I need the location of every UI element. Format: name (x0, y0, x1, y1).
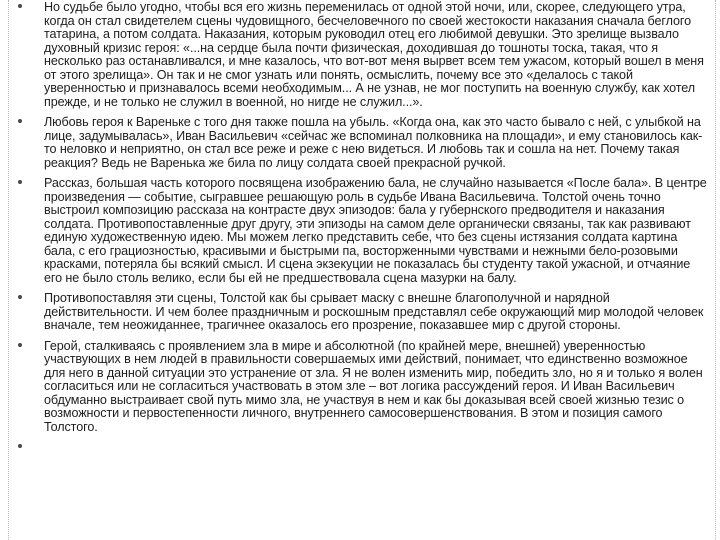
left-dotted-border (8, 0, 9, 540)
bullet-icon (18, 119, 22, 123)
bullet-icon (18, 4, 22, 8)
bullet-paragraph-1 (44, 1, 710, 109)
paragraph-text: Но судьбе было угодно, чтобы вся его жизнь переменилась от одной этой ночи, или, скорее, следующего утра, когда он стал свидетелем сцены чудовищного, бесчеловечного по своей жестокости наказания сначала беглого татарина, а потом солдата. Наказания, которым руководил отец его любимой девушки. Это зрелище вызвало духовный кризис героя: «...на сердце была почти физическая, доходившая до тошноты тоска, такая, что я несколько раз останавливался, и мне казалось, что вот-вот меня вырвет всем тем ужасом, который вошел в меня от этого зрелища». Он так и не смог узнать или понять, осмыслить, почему все это «делалось с такой уверенностью и признавалось всеми необходимым... А не узнав, не мог поступить на военную службу, как хотел прежде, и не только не служил в военной, но нигде не служил...». (44, 0, 704, 109)
bullet-icon (18, 180, 22, 184)
right-dotted-border (715, 0, 716, 540)
paragraph-text: Герой, сталкиваясь с проявлением зла в мире и абсолютной (по крайней мере, внешней) уверенностью участвующих в нем людей в правильности совершаемых ими действий, понимает, что единственно возможное для него в данной ситуации это устранение от зла. Я не волен изменить мир, победить зло, но я и только я волен согласиться или не согласиться участвовать в этом зле – вот логика рассуждений героя. И Иван Васильевич обдуманно выстраивает свой путь мимо зла, не участвуя в нем и как бы доказывая всей своей жизнью тезис о возможности и первостепенности личного, внутреннего самосовершенствования. В этом и позиция самого Толстого. (44, 338, 703, 434)
bullet-empty (44, 441, 710, 454)
bullet-icon (18, 295, 22, 299)
paragraph-text: Любовь героя к Вареньке с того дня также пошла на убыль. «Когда она, как это часто бывало с ней, с улыбкой на лице, задумывалась», Иван Васильевич «сейчас же вспоминал полковника на площади», и ему становилось как-то неловко и неприятно, он стал все реже и реже с нею видеться. И любовь так и сошла на нет. Почему такая реакция? Ведь не Варенька же била по лицу солдата своей прекрасной ручкой. (44, 115, 703, 170)
bullet-icon (18, 343, 22, 347)
bullet-paragraph-3 (44, 177, 710, 285)
paragraph-text: Противопоставляя эти сцены, Толстой как бы срывает маску с внешне благополучной и нарядной действительности. И чем более праздничным и роскошным представлял себе окружающий мир молодой человек вначале, тем неожиданнее, трагичнее оказалось его прозрение, показавшее мир с другой стороны. (44, 291, 704, 332)
bullet-paragraph-5 (44, 340, 710, 435)
bullet-paragraph-2 (44, 116, 710, 170)
paragraph-text: Рассказ, большая часть которого посвящена изображению бала, не случайно называется «После бала». В центре произведения — событие, сыгравшее решающую роль в судьбе Ивана Васильевича. Толстой очень точно выстроил композицию рассказа на контрасте двух эпизодов: бала у губернского предводителя и наказания солдата. Противопоставленные друг другу, эти эпизоды на самом деле органически связаны, так как развивают единую художественную идею. Мы можем легко представить себе, что без сцены истязания солдата картина бала, с его грациозностью, красивыми и быстрыми па, восторженными чувствами и нежными бело-розовыми красками, потеряла бы всякий смысл. И сцена экзекуции не показалась бы студенту такой ужасной, и отчаяние его не было столь велико, если бы ей не предшествовала сцена мазурки на балу. (44, 176, 707, 285)
bullet-paragraph-4 (44, 292, 710, 333)
bullet-icon (18, 444, 22, 448)
